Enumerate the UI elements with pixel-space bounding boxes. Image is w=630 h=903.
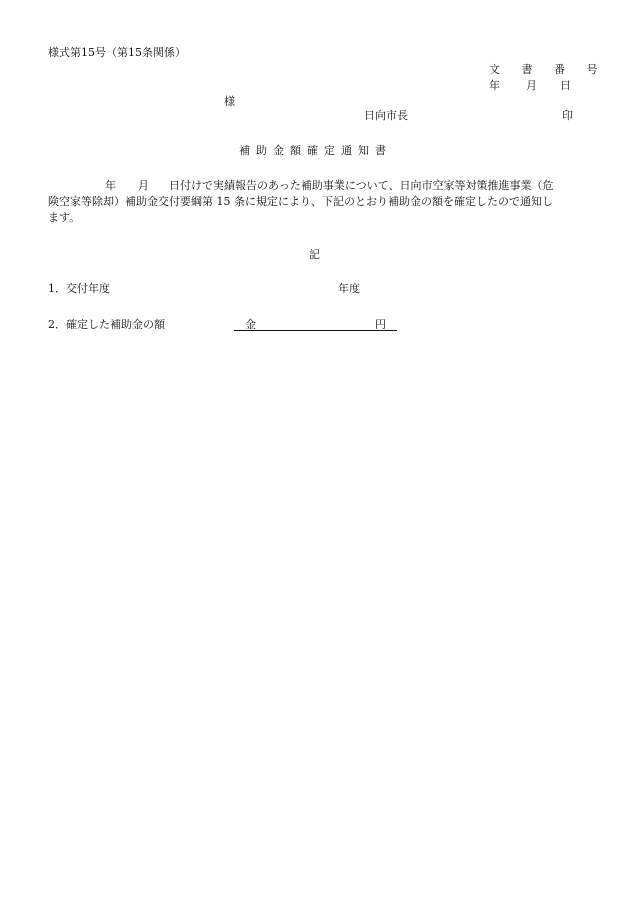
record-heading: 記 <box>309 248 320 261</box>
item-2-label: 2．確定した補助金の額 <box>48 318 165 331</box>
amount-suffix: 円 <box>375 318 386 331</box>
date-day-label: 日 <box>560 79 571 92</box>
seal-mark: 印 <box>562 109 573 122</box>
form-number: 様式第15号（第15条関係） <box>48 46 186 59</box>
body-line-2: 険空家等除却）補助金交付要綱第 15 条に規定により、下記のとおり補助金の額を確定したので通知し <box>48 195 553 208</box>
date-year-label: 年 <box>489 79 500 92</box>
recipient-honorific: 様 <box>224 95 235 108</box>
item-1-label: 1．交付年度 <box>48 282 110 295</box>
document-title: 補助金額確定通知書 <box>239 144 392 157</box>
document-number-label: 文 書 番 号 <box>489 63 607 76</box>
body-year: 年 <box>105 179 116 192</box>
body-line-1 <box>48 178 583 194</box>
body-month: 月 <box>138 179 149 192</box>
body-line-3: ます。 <box>48 211 81 224</box>
amount-field <box>234 318 397 331</box>
date-month-label: 月 <box>526 79 537 92</box>
notice-body <box>48 178 583 226</box>
amount-prefix: 金 <box>245 318 256 331</box>
body-line-1-text: 日付けで実績報告のあった補助事業について、日向市空家等対策推進事業（危 <box>169 179 554 192</box>
sender-title: 日向市長 <box>364 109 408 122</box>
item-1-value: 年度 <box>338 282 360 295</box>
